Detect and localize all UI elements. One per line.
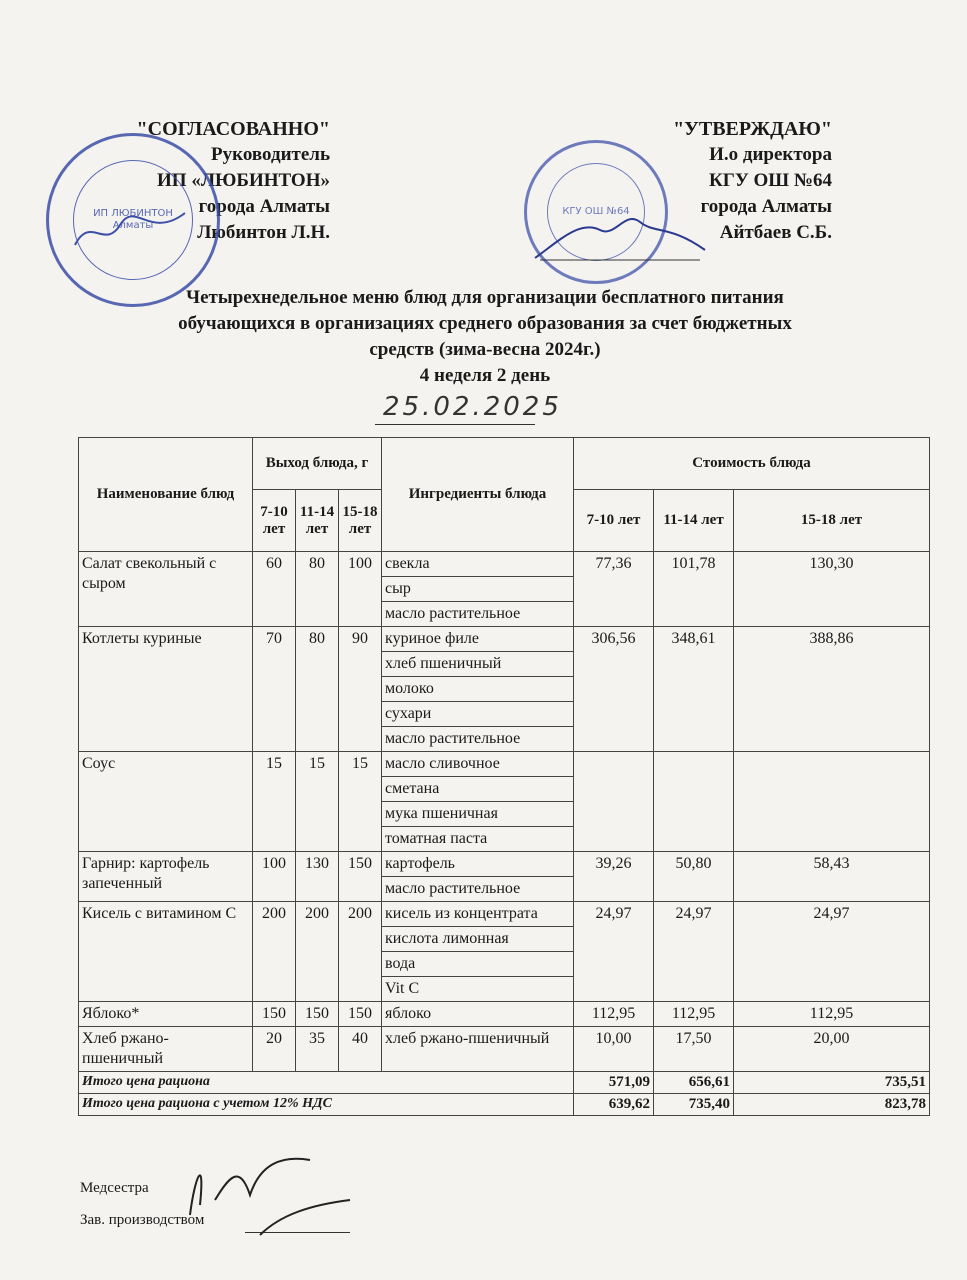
ingredient: кисель из концентрата <box>382 902 574 927</box>
agreed-city: города Алматы <box>198 196 330 217</box>
header-ingredients: Ингредиенты блюда <box>382 438 574 552</box>
cost-age-2: 348,61 <box>654 627 734 752</box>
total-label: Итого цена рациона <box>79 1072 574 1094</box>
cost-age-3: 112,95 <box>734 1002 930 1027</box>
ingredient: Vit C <box>382 977 574 1002</box>
cost-age-3 <box>734 752 930 852</box>
yield-age-1: 200 <box>253 902 296 1002</box>
ingredient: кислота лимонная <box>382 927 574 952</box>
signature-left <box>70 205 190 255</box>
yield-age-1: 15 <box>253 752 296 852</box>
cost-age-2: 50,80 <box>654 852 734 902</box>
table-row <box>79 752 930 777</box>
ingredient: молоко <box>382 677 574 702</box>
header-dish-name: Наименование блюд <box>79 438 253 552</box>
approve-org: КГУ ОШ №64 <box>708 170 832 191</box>
date-underline <box>375 424 535 425</box>
yield-age-1: 60 <box>253 552 296 627</box>
yield-age-3: 150 <box>339 1002 382 1027</box>
cost-age-3: 24,97 <box>734 902 930 1002</box>
ingredient: масло растительное <box>382 877 574 902</box>
title-line-4: 4 неделя 2 день <box>419 365 551 386</box>
cost-age-1: 77,36 <box>574 552 654 627</box>
table-row <box>79 627 930 652</box>
header-yield-age-2: 11-14 лет <box>296 490 339 552</box>
approve-city: города Алматы <box>700 196 832 217</box>
ingredient: томатная паста <box>382 827 574 852</box>
yield-age-2: 35 <box>296 1027 339 1072</box>
yield-age-3: 200 <box>339 902 382 1002</box>
approve-role: И.о директора <box>709 144 832 165</box>
total-row <box>79 1094 930 1116</box>
ingredient: сухари <box>382 702 574 727</box>
ingredient: масло растительное <box>382 602 574 627</box>
yield-age-1: 150 <box>253 1002 296 1027</box>
ingredient: вода <box>382 952 574 977</box>
title-line-3: средств (зима-весна 2024г.) <box>369 339 601 360</box>
ingredient: мука пшеничная <box>382 802 574 827</box>
agreed-person: Любинтон Л.Н. <box>197 222 330 243</box>
cost-age-1: 112,95 <box>574 1002 654 1027</box>
cost-age-1: 24,97 <box>574 902 654 1002</box>
header-yield: Выход блюда, г <box>253 438 382 490</box>
agreed-heading: "СОГЛАСОВАННО" <box>136 118 330 140</box>
yield-age-3: 90 <box>339 627 382 752</box>
yield-age-3: 150 <box>339 852 382 902</box>
yield-age-3: 100 <box>339 552 382 627</box>
title-line-1: Четырехнедельное меню блюд для организации бесплатного питания <box>186 287 784 308</box>
total-age-3: 823,78 <box>734 1094 930 1116</box>
signature-right <box>530 200 710 265</box>
handwritten-date: 25.02.2025 <box>383 392 562 422</box>
ingredient: картофель <box>382 852 574 877</box>
stamp-left-text: ИП ЛЮБИНТОН Алматы <box>93 208 173 231</box>
table-row <box>79 852 930 877</box>
cost-age-2: 17,50 <box>654 1027 734 1072</box>
agreed-org: ИП «ЛЮБИНТОН» <box>157 170 330 191</box>
nurse-label: Медсестра <box>80 1180 149 1196</box>
approve-heading: "УТВЕРЖДАЮ" <box>673 118 832 140</box>
signature-footer <box>160 1145 360 1245</box>
header-cost: Стоимость блюда <box>574 438 930 490</box>
yield-age-2: 15 <box>296 752 339 852</box>
header-cost-age-2: 11-14 лет <box>654 490 734 552</box>
cost-age-3: 130,30 <box>734 552 930 627</box>
total-age-1: 571,09 <box>574 1072 654 1094</box>
yield-age-1: 100 <box>253 852 296 902</box>
approve-person: Айтбаев С.Б. <box>719 222 832 243</box>
cost-age-2: 24,97 <box>654 902 734 1002</box>
cost-age-2 <box>654 752 734 852</box>
yield-age-1: 70 <box>253 627 296 752</box>
cost-age-3: 20,00 <box>734 1027 930 1072</box>
agreed-role: Руководитель <box>211 144 330 165</box>
total-age-1: 639,62 <box>574 1094 654 1116</box>
dish-name: Яблоко* <box>79 1002 253 1027</box>
total-age-3: 735,51 <box>734 1072 930 1094</box>
cost-age-3: 388,86 <box>734 627 930 752</box>
total-age-2: 735,40 <box>654 1094 734 1116</box>
dish-name: Соус <box>79 752 253 852</box>
dish-name: Салат свекольный с сыром <box>79 552 253 627</box>
ingredient: масло сливочное <box>382 752 574 777</box>
ingredient: свекла <box>382 552 574 577</box>
yield-age-2: 80 <box>296 627 339 752</box>
ingredient: куриное филе <box>382 627 574 652</box>
table-row <box>79 902 930 927</box>
ingredient: яблоко <box>382 1002 574 1027</box>
header-cost-age-3: 15-18 лет <box>734 490 930 552</box>
ingredient: сметана <box>382 777 574 802</box>
cost-age-3: 58,43 <box>734 852 930 902</box>
stamp-right-text: КГУ ОШ №64 <box>562 206 630 217</box>
yield-age-2: 130 <box>296 852 339 902</box>
cost-age-1: 306,56 <box>574 627 654 752</box>
menu-table <box>78 437 930 1116</box>
ingredient: хлеб ржано-пшеничный <box>382 1027 574 1072</box>
header-yield-age-1: 7-10 лет <box>253 490 296 552</box>
table-row <box>79 1002 930 1027</box>
yield-age-3: 15 <box>339 752 382 852</box>
cost-age-1 <box>574 752 654 852</box>
yield-age-3: 40 <box>339 1027 382 1072</box>
dish-name: Котлеты куриные <box>79 627 253 752</box>
cost-age-1: 39,26 <box>574 852 654 902</box>
header-yield-age-3: 15-18 лет <box>339 490 382 552</box>
cost-age-1: 10,00 <box>574 1027 654 1072</box>
title-line-2: обучающихся в организациях среднего образования за счет бюджетных <box>178 313 792 334</box>
header-cost-age-1: 7-10 лет <box>574 490 654 552</box>
yield-age-2: 200 <box>296 902 339 1002</box>
table-row <box>79 1027 930 1072</box>
dish-name: Гарнир: картофель запеченный <box>79 852 253 902</box>
cost-age-2: 101,78 <box>654 552 734 627</box>
ingredient: масло растительное <box>382 727 574 752</box>
dish-name: Кисель с витамином С <box>79 902 253 1002</box>
document-title <box>70 285 900 389</box>
yield-age-1: 20 <box>253 1027 296 1072</box>
total-label: Итого цена рациона с учетом 12% НДС <box>79 1094 574 1116</box>
table-row <box>79 552 930 577</box>
ingredient: сыр <box>382 577 574 602</box>
total-row <box>79 1072 930 1094</box>
yield-age-2: 80 <box>296 552 339 627</box>
yield-age-2: 150 <box>296 1002 339 1027</box>
production-label: Зав. производством <box>80 1212 205 1228</box>
menu-body <box>79 552 930 1116</box>
cost-age-2: 112,95 <box>654 1002 734 1027</box>
header-row-1 <box>79 438 930 490</box>
total-age-2: 656,61 <box>654 1072 734 1094</box>
ingredient: хлеб пшеничный <box>382 652 574 677</box>
dish-name: Хлеб ржано-пшеничный <box>79 1027 253 1072</box>
